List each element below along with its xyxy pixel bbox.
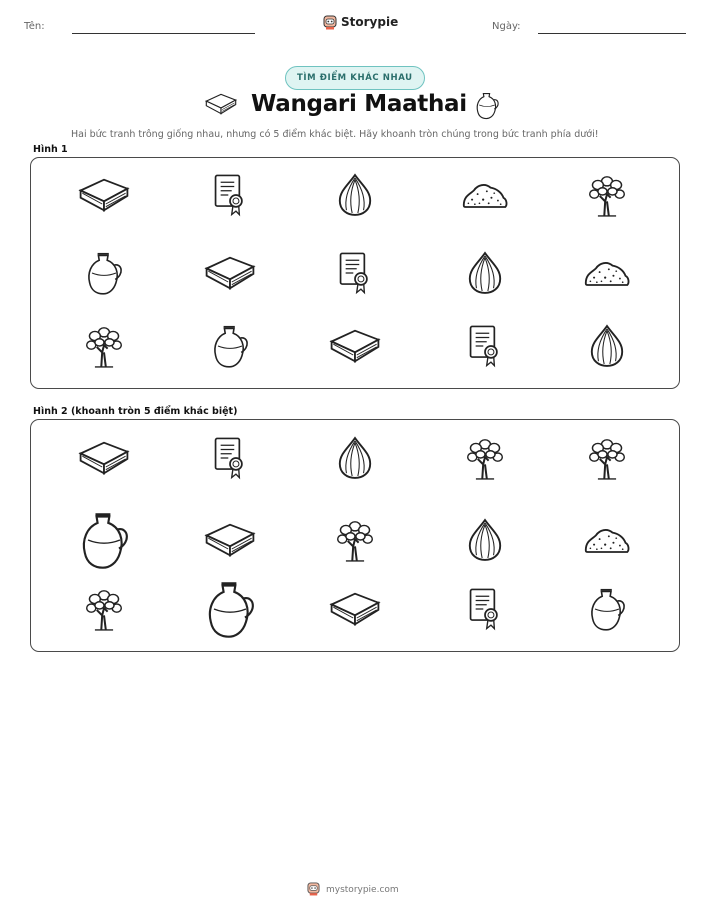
picture2-tree-icon[interactable] — [465, 435, 505, 481]
brand-name: Storypie — [341, 15, 399, 29]
activity-badge: TÌM ĐIỂM KHÁC NHAU — [285, 66, 425, 90]
page-title: Wangari Maathai — [251, 91, 467, 117]
footer-site: mystorypie.com — [326, 885, 399, 895]
picture2-tree-icon[interactable] — [587, 435, 627, 481]
picture1-book-icon — [203, 252, 257, 294]
picture1-book-icon — [77, 174, 131, 216]
mascot-icon — [323, 14, 337, 30]
date-label: Ngày: — [492, 21, 521, 32]
picture2-seed-icon[interactable] — [336, 435, 374, 481]
date-field-line[interactable] — [538, 33, 686, 34]
brand-logo — [323, 14, 398, 30]
picture2-jug-icon[interactable] — [75, 508, 133, 572]
instruction-text: Hai bức tranh trông giống nhau, nhưng có 5 điểm khác biệt. Hãy khoanh tròn chúng trong bức tranh phía dưới! — [71, 129, 599, 140]
picture1-certificate-icon — [468, 324, 502, 368]
picture2-soil-icon[interactable] — [583, 524, 631, 556]
picture1-book-icon — [328, 325, 382, 367]
book-icon — [204, 91, 238, 117]
picture2-jug-icon[interactable] — [201, 577, 259, 641]
picture2-book-icon[interactable] — [77, 437, 131, 479]
name-label: Tên: — [24, 21, 45, 32]
picture1-seed-icon — [588, 323, 626, 369]
picture1-jug-icon — [210, 322, 250, 370]
picture1-certificate-icon — [213, 173, 247, 217]
jug-icon — [474, 89, 500, 121]
picture2-seed-icon[interactable] — [466, 517, 504, 563]
name-field-line[interactable] — [72, 33, 255, 34]
picture1-seed-icon — [336, 172, 374, 218]
picture1-soil-icon — [461, 179, 509, 211]
picture1-tree-icon — [587, 172, 627, 218]
picture2-tree-icon[interactable] — [84, 586, 124, 632]
picture1-label: Hình 1 — [33, 144, 68, 155]
picture1-seed-icon — [466, 250, 504, 296]
picture2-label: Hình 2 (khoanh tròn 5 điểm khác biệt) — [33, 406, 238, 417]
picture2-certificate-icon[interactable] — [213, 436, 247, 480]
picture2-jug-icon[interactable] — [587, 585, 627, 633]
picture2-book-icon[interactable] — [203, 519, 257, 561]
picture2-book-icon[interactable] — [328, 588, 382, 630]
picture2-certificate-icon[interactable] — [468, 587, 502, 631]
mascot-icon — [307, 881, 320, 899]
picture1-soil-icon — [583, 257, 631, 289]
footer — [307, 881, 399, 899]
picture1-jug-icon — [84, 249, 124, 297]
picture1-tree-icon — [84, 323, 124, 369]
picture1-certificate-icon — [338, 251, 372, 295]
picture2-tree-icon[interactable] — [335, 517, 375, 563]
